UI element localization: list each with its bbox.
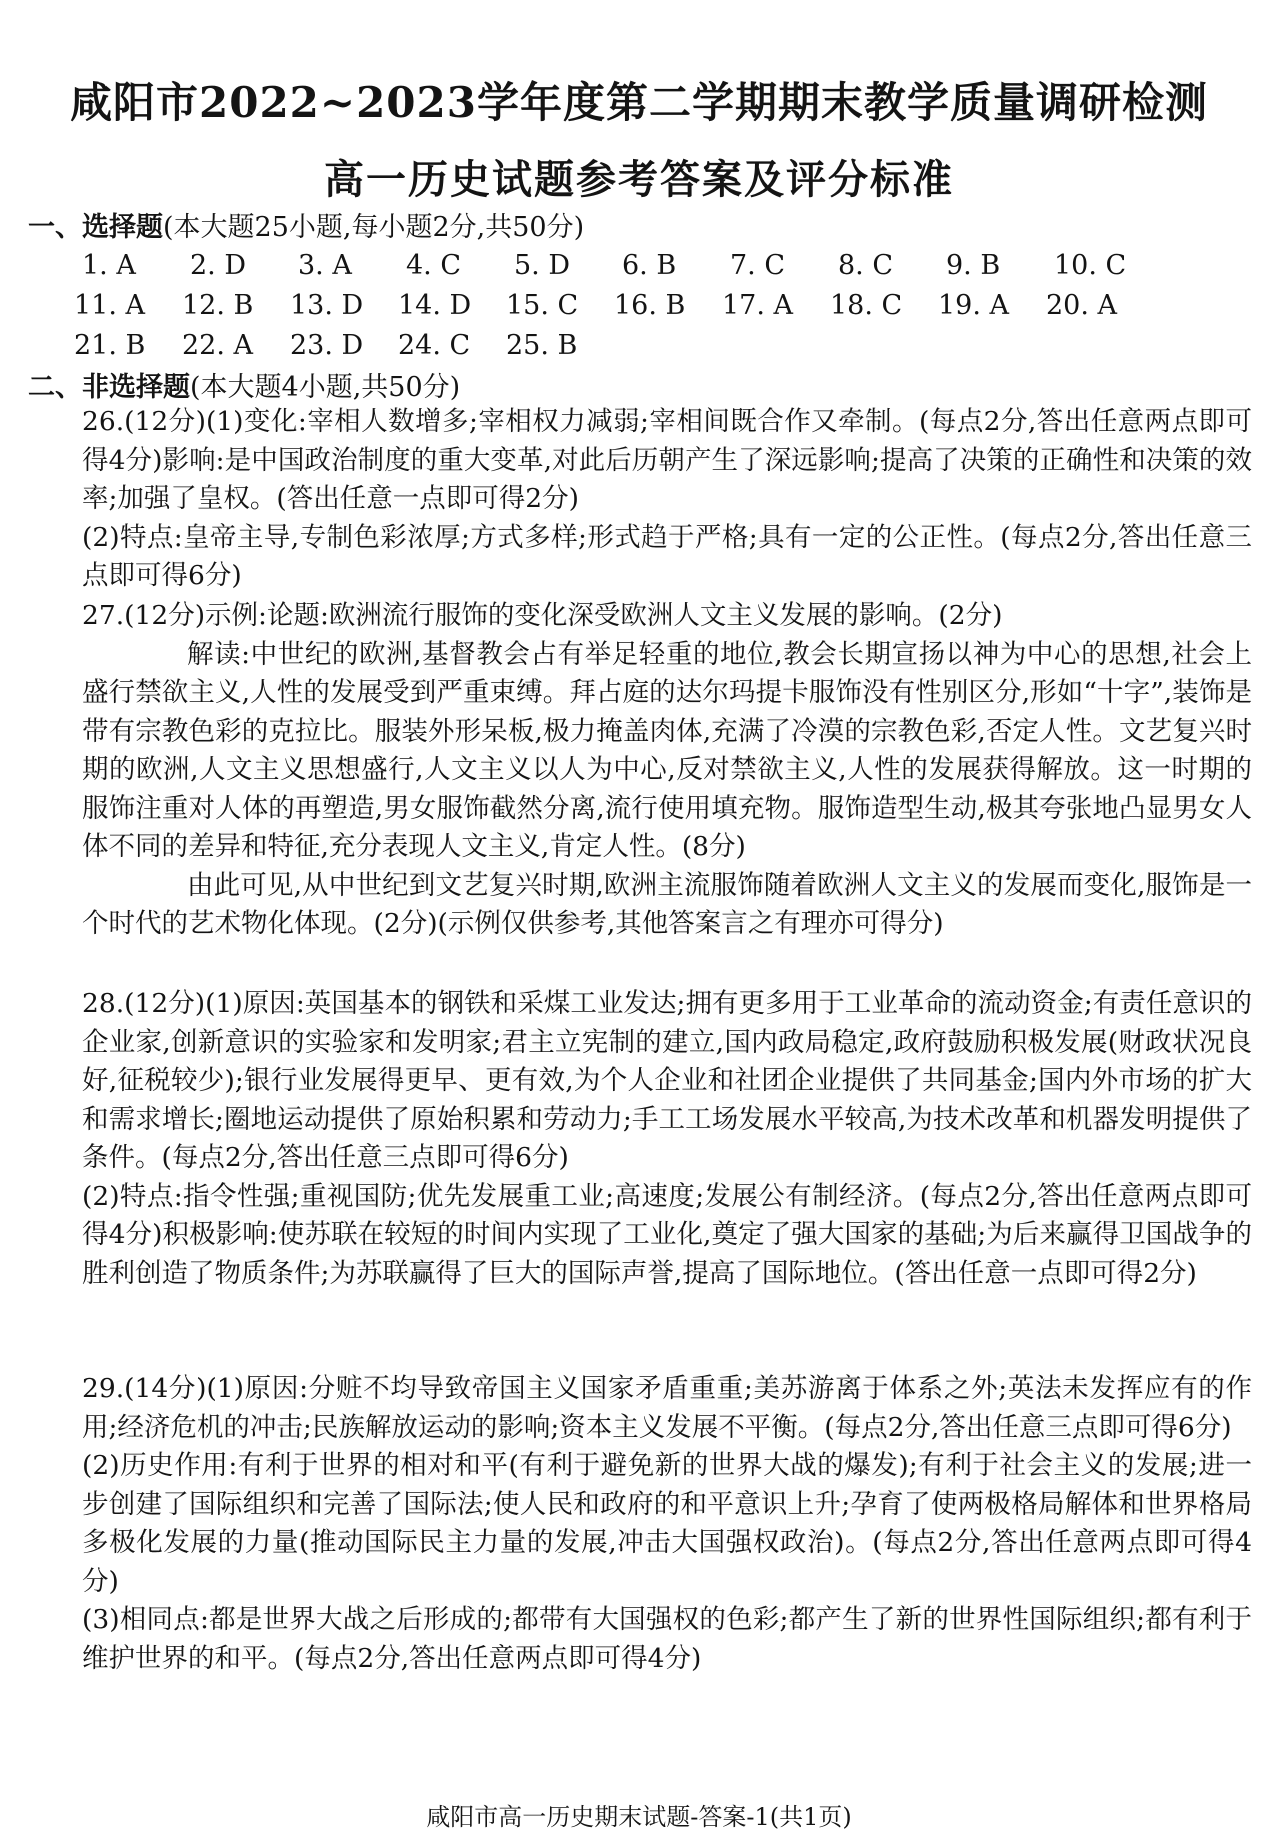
- answer-item: 18. C: [830, 290, 903, 321]
- question-28-part-2: (2)特点:指令性强;重视国防;优先发展重工业;高速度;发展公有制经济。(每点2分,答出任意两点即可得4分)积极影响:使苏联在较短的时间内实现了工业化,奠定了强大国家的基础;为后来赢得卫国战争的胜利创造了物质条件;为苏联赢得了巨大的国际声誉,提高了国际地位。(答出任意一点即可得2分): [82, 1180, 1252, 1289]
- question-27-part-1: 27.(12分)示例:论题:欧洲流行服饰的变化深受欧洲人文主义发展的影响。(2分): [82, 600, 1003, 631]
- question-27-interpretation: 解读:中世纪的欧洲,基督教会占有举足轻重的地位,教会长期宣扬以神为中心的思想,社会上盛行禁欲主义,人性的发展受到严重束缚。拜占庭的达尔玛提卡服饰没有性别区分,形如“十字”,装饰是带有宗教色彩的克拉比。服装外形呆板,极力掩盖肉体,充满了冷漠的宗教色彩,否定人性。文艺复兴时期的欧洲,人文主义思想盛行,人文主义以人为中心,反对禁欲主义,人性的发展获得解放。这一时期的服饰注重对人体的再塑造,男女服饰截然分离,流行使用填充物。服饰造型生动,极其夸张地凸显男女人体不同的差异和特征,充分表现人文主义,肯定人性。(8分): [82, 638, 1252, 862]
- answer-item: 16. B: [614, 290, 686, 321]
- question-27-conclusion: 由此可见,从中世纪到文艺复兴时期,欧洲主流服饰随着欧洲人文主义的发展而变化,服饰是一个时代的艺术物化体现。(2分)(示例仅供参考,其他答案言之有理亦可得分): [82, 869, 1252, 939]
- section-1-note: (本大题25小题,每小题2分,共50分): [163, 212, 585, 243]
- answer-item: 13. D: [290, 290, 364, 321]
- answer-item: 8. C: [838, 250, 894, 281]
- answer-item: 24. C: [398, 330, 471, 361]
- section-2-heading: [28, 365, 460, 404]
- question-29-part-2: (2)历史作用:有利于世界的相对和平(有利于避免新的世界大战的爆发);有利于社会主义的发展;进一步创建了国际组织和完善了国际法;使人民和政府的和平意识上升;孕育了使两极格局解体和世界格局多极化发展的力量(推动国际民主力量的发展,冲击大国强权政治)。(每点2分,答出任意两点即可得4分): [82, 1450, 1252, 1597]
- answer-item: 14. D: [398, 290, 472, 321]
- question-26-part-2: (2)特点:皇帝主导,专制色彩浓厚;方式多样;形式趋于严格;具有一定的公正性。(每点2分,答出任意三点即可得6分): [82, 521, 1252, 591]
- answer-item: 10. C: [1054, 250, 1127, 281]
- answer-item: 9. B: [946, 250, 1001, 281]
- question-26-part-1: 26.(12分)(1)变化:宰相人数增多;宰相权力减弱;宰相间既合作又牵制。(每点2分,答出任意两点即可得4分)影响:是中国政治制度的重大变革,对此后历朝产生了深远影响;提高了决策的正确性和决策的效率;加强了皇权。(答出任意一点即可得2分): [82, 406, 1252, 514]
- answer-item: 11. A: [74, 290, 146, 321]
- question-29-part-1: 29.(14分)(1)原因:分赃不均导致帝国主义国家矛盾重重;美苏游离于体系之外;英法未发挥应有的作用;经济危机的冲击;民族解放运动的影响;资本主义发展不平衡。(每点2分,答出任意三点即可得6分): [82, 1373, 1252, 1443]
- answer-item: 12. B: [182, 290, 254, 321]
- page-footer: 咸阳市高一历史期末试题-答案-1(共1页): [426, 1803, 852, 1831]
- answer-item: 6. B: [622, 250, 677, 281]
- answer-item: 23. D: [290, 330, 364, 361]
- answer-item: 15. C: [506, 290, 579, 321]
- answer-item: 5. D: [514, 250, 570, 281]
- answer-item: 7. C: [730, 250, 786, 281]
- question-28-part-1: 28.(12分)(1)原因:英国基本的钢铁和采煤工业发达;拥有更多用于工业革命的流动资金;有责任意识的企业家,创新意识的实验家和发明家;君主立宪制的建立,国内政局稳定,政府鼓励积极发展(财政状况良好,征税较少);银行业发展得更早、更有效,为个人企业和社团企业提供了共同基金;国内外市场的扩大和需求增长;圈地运动提供了原始积累和劳动力;手工工场发展水平较高,为技术改革和机器发明提供了条件。(每点2分,答出任意三点即可得6分): [82, 988, 1252, 1173]
- question-28: [82, 985, 1252, 1293]
- document-subtitle: 高一历史试题参考答案及评分标准: [324, 156, 954, 203]
- answer-item: 25. B: [506, 330, 578, 361]
- answer-item: 19. A: [938, 290, 1010, 321]
- section-2-note: (本大题4小题,共50分): [190, 372, 461, 403]
- answer-item: 2. D: [190, 250, 246, 281]
- question-29-part-3: (3)相同点:都是世界大战之后形成的;都带有大国强权的色彩;都产生了新的世界性国际组织;都有利于维护世界的和平。(每点2分,答出任意两点即可得4分): [82, 1604, 1252, 1674]
- section-1-title: 一、选择题: [28, 212, 163, 243]
- answer-item: 17. A: [722, 290, 794, 321]
- answer-item: 1. A: [82, 250, 136, 281]
- section-2-title: 二、非选择题: [28, 372, 190, 403]
- answer-item: 22. A: [182, 330, 254, 361]
- answer-item: 4. C: [406, 250, 462, 281]
- question-27: [82, 597, 1252, 944]
- answer-item: 20. A: [1046, 290, 1118, 321]
- question-29: [82, 1370, 1252, 1678]
- question-26: [82, 403, 1252, 596]
- answer-item: 3. A: [298, 250, 352, 281]
- answer-item: 21. B: [74, 330, 146, 361]
- document-title: 咸阳市2022~2023学年度第二学期期末教学质量调研检测: [70, 78, 1208, 127]
- section-1-heading: [28, 205, 584, 244]
